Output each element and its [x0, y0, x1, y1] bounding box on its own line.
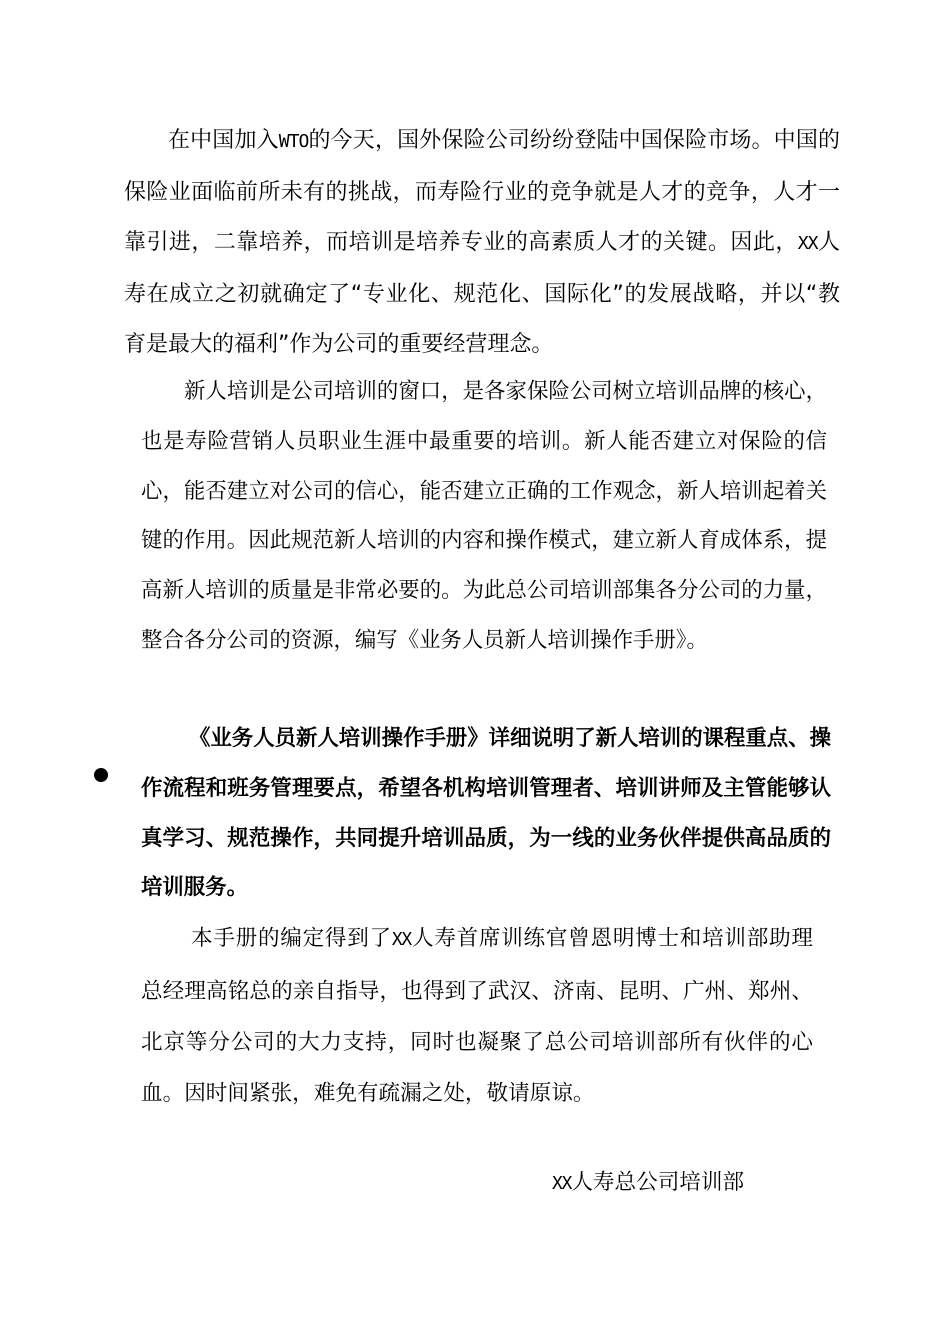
bullet-icon — [94, 768, 108, 782]
signature-prefix: XX — [552, 1174, 572, 1194]
paragraph-acknowledgements-text-1: 本手册的编定得到了 — [191, 926, 392, 951]
signature-department: 人寿总公司培训部 — [571, 1170, 745, 1195]
company-placeholder-xx: XX — [797, 233, 818, 255]
paragraph-intro — [124, 116, 840, 371]
paragraph-acknowledgements — [141, 913, 813, 1119]
signature-line — [552, 1163, 744, 1204]
paragraph-acknowledgements-text-2: 人寿首席训练官曾恩明博士和培训部助理总经理高铭总的亲自指导，也得到了武汉、济南、昆明、广州、郑州、北京等分公司的大力支持，同时也凝聚了总公司培训部所有伙伴的心血。因时间紧张，难免有疏漏之处，敬请原谅。 — [141, 926, 813, 1106]
paragraph-manual-description: 《业务人员新人培训操作手册》详细说明了新人培训的课程重点、操作流程和班务管理要点，希望各机构培训管理者、培训讲师及主管能够认真学习、规范操作，共同提升培训品质，为一线的业务伙伴提供高品质的培训服务。 — [141, 726, 831, 901]
wto-abbreviation: WTO — [278, 131, 309, 152]
paragraph-intro-text-2: 的今天，国外保险公司纷纷登陆中国保险市场。中国的保险业面临前所未有的挑战，而寿险行业的竞争就是人才的竞争，人才一靠引进，二靠培养，而培训是培养专业的高素质人才的关键。因此， — [124, 128, 840, 256]
paragraph-new-hire-training: 新人培训是公司培训的窗口，是各家保险公司树立培训品牌的核心，也是寿险营销人员职业生涯中最重要的培训。新人能否建立对保险的信心，能否建立对公司的信心，能否建立正确的工作观念，新人培训起着关键的作用。因此规范新人培训的内容和操作模式，建立新人育成体系，提高新人培训的质量是非常必要的。为此总公司培训部集各分公司的力量，整合各分公司的资源，编写《业务人员新人培训操作手册》。 — [141, 379, 827, 653]
company-placeholder-xx: XX — [391, 930, 412, 950]
paragraph-intro-text-3: 人寿在成立之初就确定了“专业化、规范化、国际化”的发展战略，并以“教育是最大的福利”作为公司的重要经营理念。 — [124, 230, 840, 358]
paragraph-intro-text-1: 在中国加入 — [168, 128, 279, 153]
